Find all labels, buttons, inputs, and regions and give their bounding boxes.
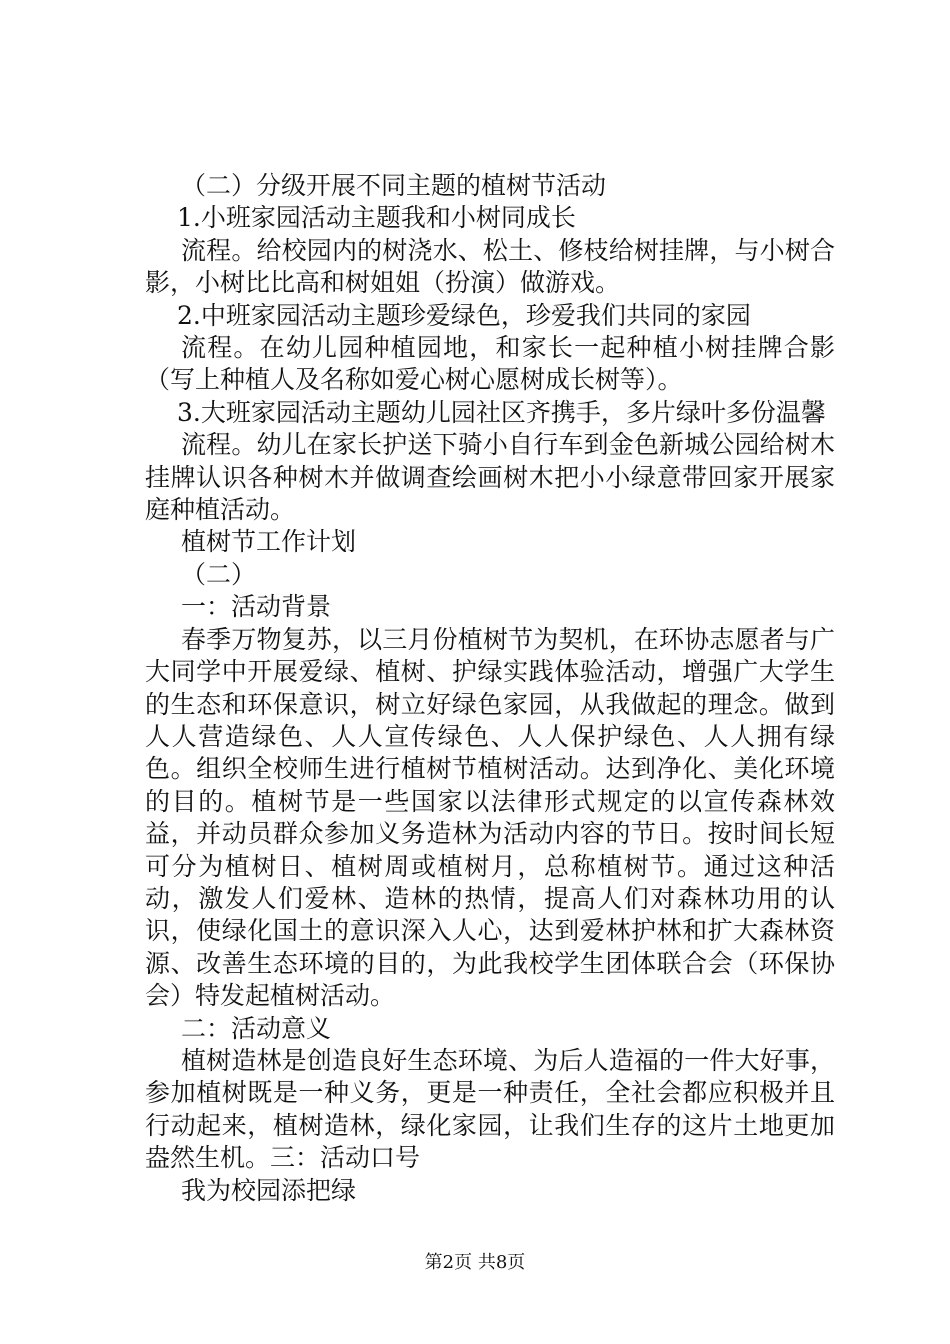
page-footer: 第2页 共8页 [424, 1252, 526, 1273]
body-paragraph: 春季万物复苏，以三月份植树节为契机，在环协志愿者与广大同学中开展爱绿、植树、护绿实践体验活动，增强广大学生的生态和环保意识，树立好绿色家园，从我做起的理念。做到人人营造绿色、人人宣传绿色、人人保护绿色、人人拥有绿色。组织全校师生进行植树节植树活动。达到净化、美化环境的目的。植树节是一些国家以法律形式规定的以宣传森林效益，并动员群众参加义务造林为活动内容的节日。按时间长短可分为植树日、植树周或植树月，总称植树节。通过这种活动，激发人们爱林、造林的热情，提高人们对森林功用的认识，使绿化国土的意识深入人心，达到爱林护林和扩大森林资源、改善生态环境的目的，为此我校学生团体联合会（环保协会）特发起植树活动。 [145, 624, 835, 1011]
list-item-heading: 3.大班家园活动主题幼儿园社区齐携手，多片绿叶多份温馨 [177, 397, 826, 427]
list-item-heading: 2.中班家园活动主题珍爱绿色，珍爱我们共同的家园 [177, 300, 751, 330]
subsection-heading: 二：活动意义 [181, 1013, 332, 1043]
body-paragraph: 流程。幼儿在家长护送下骑小自行车到金色新城公园给树木挂牌认识各种树木并做调查绘画树木把小小绿意带回家开展家庭种植活动。 [145, 430, 835, 525]
list-item-heading: 1.小班家园活动主题我和小树同成长 [177, 203, 576, 233]
section-title: 植树节工作计划 [181, 527, 357, 557]
section-number: （二） [181, 559, 257, 589]
body-paragraph: 流程。给校园内的树浇水、松土、修枝给树挂牌，与小树合影，小树比比高和树姐姐（扮演）做游戏。 [145, 235, 835, 298]
section-heading: （二）分级开展不同主题的植树节活动 [181, 171, 607, 200]
body-paragraph: 流程。在幼儿园种植园地，和家长一起种植小树挂牌合影（写上种植人及名称如爱心树心愿树成长树等）。 [145, 333, 835, 395]
body-paragraph: 植树造林是创造良好生态环境、为后人造福的一件大好事，参加植树既是一种义务，更是一种责任，全社会都应积极并且行动起来，植树造林，绿化家园，让我们生存的这片土地更加盎然生机。三：活动口号 [145, 1045, 835, 1173]
slogan-text: 我为校园添把绿 [181, 1175, 357, 1205]
subsection-heading: 一：活动背景 [181, 592, 332, 622]
document-body [145, 170, 835, 1207]
